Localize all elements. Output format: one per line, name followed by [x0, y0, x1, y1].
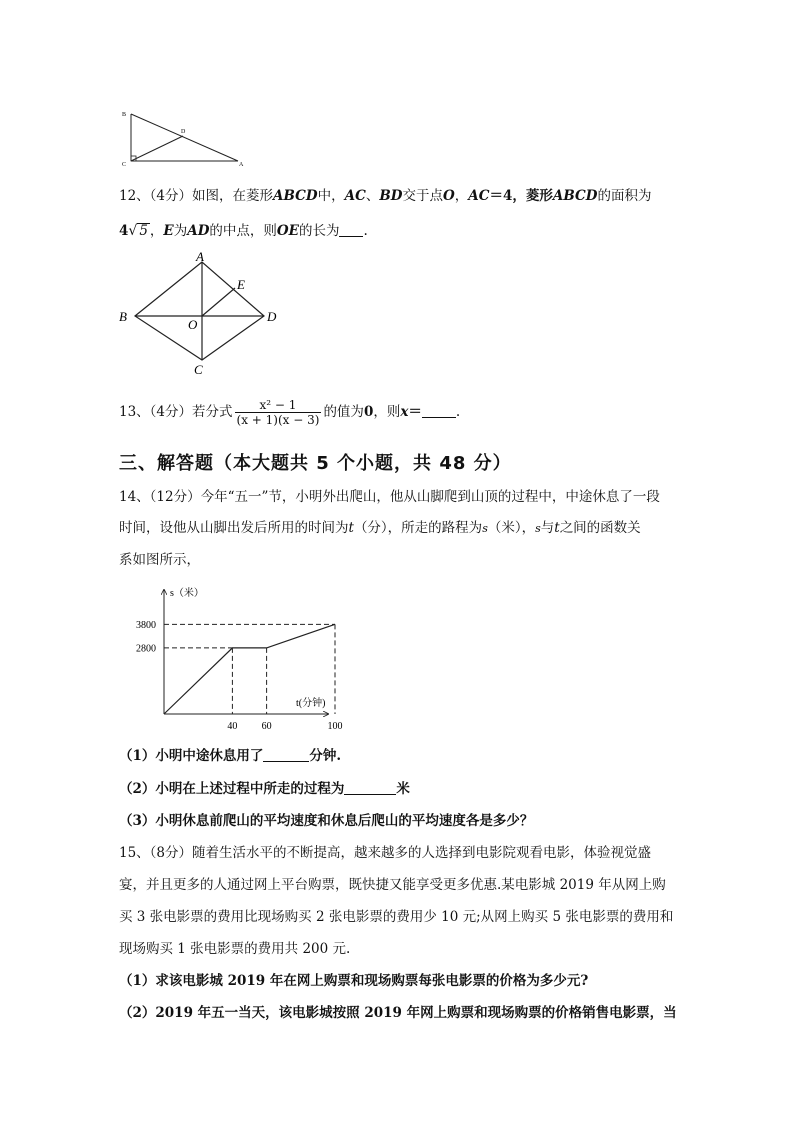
answer-blank-q13 [422, 403, 456, 418]
answer-blank-rest [263, 747, 309, 762]
q12-line1: 12、（4分）如图，在菱形ABCD中，AC、BD交于点O，AC＝4，菱形ABCD的面积为 [119, 188, 652, 204]
x-tick-60: 60 [261, 721, 272, 732]
answer-blank-q12 [339, 222, 363, 237]
label-b: B [119, 309, 127, 324]
q14-sub3: （3）小明休息前爬山的平均速度和休息后爬山的平均速度各是多少？ [119, 813, 534, 829]
fraction: $\frac{\text{x² − 1}}{(x + 1)(x - 3)}$ [236, 398, 320, 427]
x-axis-label: t(分钟) [296, 698, 326, 709]
section-title: 三、解答题（本大题共 5 个小题，共 48 分） [119, 453, 512, 474]
distance-time-chart [118, 582, 358, 734]
q14-sub1: （1）小明中途休息用了 分钟. [119, 748, 342, 764]
q15-sub2: （2）2019 年五一当天，该电影城按照 2019 年网上购票和现场购票的价格销售电影票，当 [119, 1005, 677, 1021]
answer-blank-distance [344, 780, 396, 795]
x-tick-40: 40 [227, 721, 238, 732]
label-a: A [239, 162, 244, 168]
label-d: D [181, 129, 186, 135]
q14-sub2: （2）小明在上述过程中所走的过程为 米 [119, 781, 410, 797]
q14-line2: 时间，设他从山脚出发后所用的时间为t（分），所走的路程为s（米），s与t之间的函数关 [119, 520, 641, 536]
label-a: A [196, 249, 204, 264]
q14-line3: 系如图所示， [119, 552, 200, 568]
y-tick-2800: 2800 [136, 643, 156, 655]
label-e: E [237, 277, 245, 292]
q15-line2: 宴，并且更多的人通过网上平台购票，既快捷又能享受更多优惠.某电影城 2019 年从网上购 [119, 877, 666, 893]
rhombus-figure [115, 248, 285, 378]
q15-line3: 买 3 张电影票的费用比现场购买 2 张电影票的费用少 10 元;从网上购买 5 张电影票的费用和 [119, 909, 674, 925]
q15-sub1: （1）求该电影城 2019 年在网上购票和现场购票每张电影票的价格为多少元? [119, 973, 589, 989]
q15-line4: 现场购买 1 张电影票的费用共 200 元. [119, 941, 351, 957]
q14-line1: 14、（12分）今年“五一”节，小明外出爬山，他从山脚爬到山顶的过程中，中途休息了一段 [119, 489, 660, 505]
label-c: C [194, 362, 203, 377]
y-axis-label: s（米） [170, 588, 204, 599]
q15-line1: 15、（8分）随着生活水平的不断提高，越来越多的人选择到电影院观看电影，体验视觉盛 [119, 845, 652, 861]
label-d: D [267, 309, 277, 324]
q13-line: 13、（4分）若分式 $\frac{\text{x² − 1}}{(x + 1)(x - 3)}$ 的值为0，则x＝ . [119, 398, 461, 427]
y-tick-3800: 3800 [136, 619, 156, 631]
label-o: O [188, 317, 198, 332]
label-c: C [122, 162, 127, 168]
sqrt-sign: √ [128, 223, 138, 239]
sqrt-radicand: 5 [139, 223, 148, 239]
x-tick-100: 100 [327, 721, 343, 732]
triangle-figure [118, 104, 253, 170]
label-b: B [122, 112, 127, 118]
q12-line2: 4√ 5 ，E为AD的中点，则OE的长为 . [119, 223, 368, 239]
